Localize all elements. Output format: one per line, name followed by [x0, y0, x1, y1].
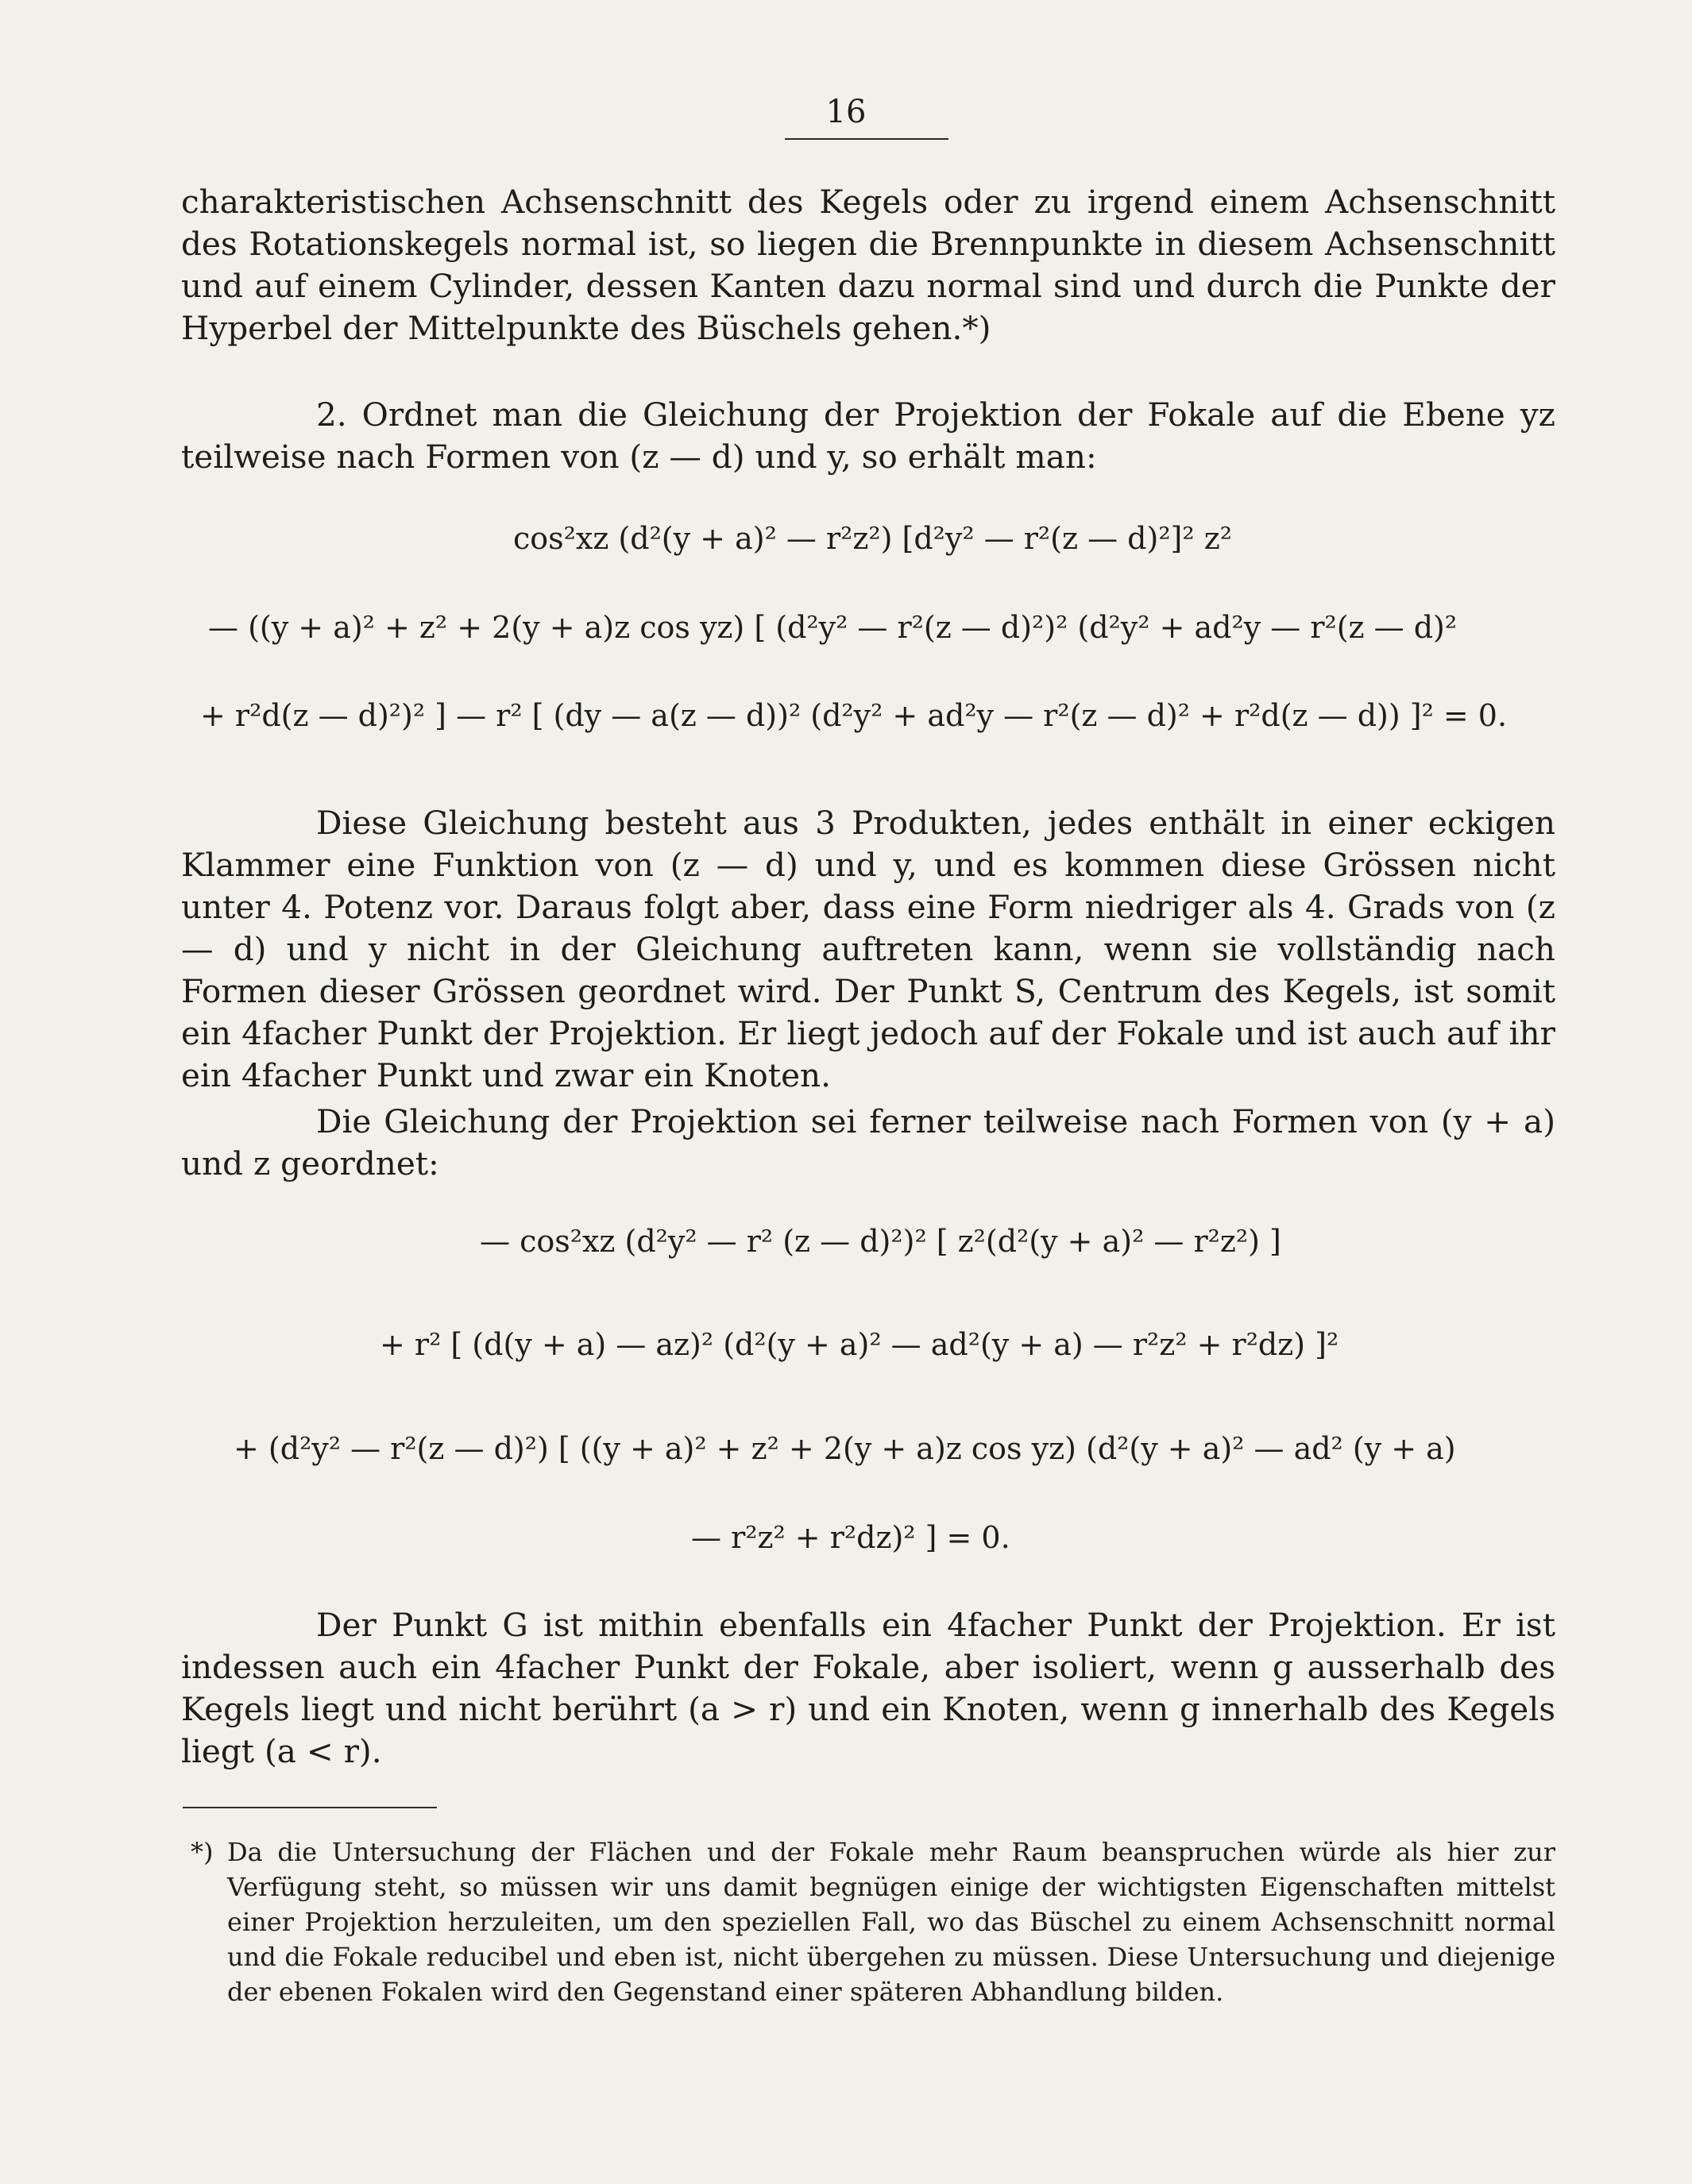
equation-1-line-3: + r²d(z — d)²)² ] — r² [ (dy — a(z — d))² (d²y² + ad²y — r²(z — d)² + r²d(z — d)) ]² = 0. [200, 698, 1508, 733]
page-number-rule [785, 138, 948, 140]
footnote-rule [183, 1807, 437, 1808]
footnote-marker: *) [191, 1837, 214, 1867]
footnote [191, 1835, 1555, 2009]
paragraph-4: Die Gleichung der Projektion sei ferner teilweise nach Formen von (y + a) und z geordnet: [181, 1102, 1555, 1183]
footnote-text: Da die Untersuchung der Flächen und der Fokale mehr Raum beanspruchen würde als hier zur Verfügung steht, so müssen wir uns damit begnügen einige der wichtigsten Eigenschaften mittelst einer Projektion herzuleiten, um den speziellen Fall, wo das Büschel zu einem Achsenschnitt normal und die Fokale reducibel und eben ist, nicht übergehen zu müssen. Diese Untersuchung und diejenige der ebenen Fokalen wird den Gegenstand einer späteren Abhandlung bilden. [227, 1837, 1555, 2007]
equation-2-line-2: + r² [ (d(y + a) — az)² (d²(y + a)² — ad²(y + a) — r²z² + r²dz) ]² [380, 1327, 1339, 1362]
equation-2-line-4: — r²z² + r²dz)² ] = 0. [691, 1520, 1010, 1555]
equation-1-line-2: — ((y + a)² + z² + 2(y + a)z cos yz) [ (d²y² — r²(z — d)²)² (d²y² + ad²y — r²(z — d)² [208, 610, 1458, 645]
paragraph-5: Der Punkt G ist mithin ebenfalls ein 4facher Punkt der Projektion. Er ist indessen auch ein 4facher Punkt der Fokale, aber isoliert, wenn g ausserhalb des Kegels liegt und nicht berührt (a > r) und ein Knoten, wenn g innerhalb des Kegels liegt (a < r). [181, 1606, 1555, 1770]
equation-2-line-1: — cos²xz (d²y² — r² (z — d)²)² [ z²(d²(y + a)² — r²z²) ] [480, 1224, 1281, 1259]
equation-2-line-3: + (d²y² — r²(z — d)²) [ ((y + a)² + z² + 2(y + a)z cos yz) (d²(y + a)² — ad² (y + a) [234, 1431, 1456, 1466]
paragraph-1: charakteristischen Achsenschnitt des Kegels oder zu irgend einem Achsenschnitt des Rotationskegels normal ist, so liegen die Brennpunkte in diesem Achsenschnitt und auf einem Cylinder, dessen Kanten dazu normal sind und durch die Punkte der Hyperbel der Mittelpunkte des Büschels gehen.*) [181, 183, 1555, 347]
paragraph-2: 2. Ordnet man die Gleichung der Projektion der Fokale auf die Ebene yz teilweise nach Formen von (z — d) und y, so erhält man: [181, 396, 1555, 476]
equation-1-line-1: cos²xz (d²(y + a)² — r²z²) [d²y² — r²(z — d)²]² z² [513, 521, 1232, 556]
page-number: 16 [825, 94, 867, 130]
paragraph-3: Diese Gleichung besteht aus 3 Produkten, jedes enthält in einer eckigen Klammer eine Funktion von (z — d) und y, und es kommen diese Grössen nicht unter 4. Potenz vor. Daraus folgt aber, dass eine Form niedriger als 4. Grads von (z — d) und y nicht in der Gleichung auftreten kann, wenn sie vollständig nach Formen dieser Grössen geordnet wird. Der Punkt S, Centrum des Kegels, ist somit ein 4facher Punkt der Projektion. Er liegt jedoch auf der Fokale und ist auch auf ihr ein 4facher Punkt und zwar ein Knoten. [181, 804, 1555, 1094]
